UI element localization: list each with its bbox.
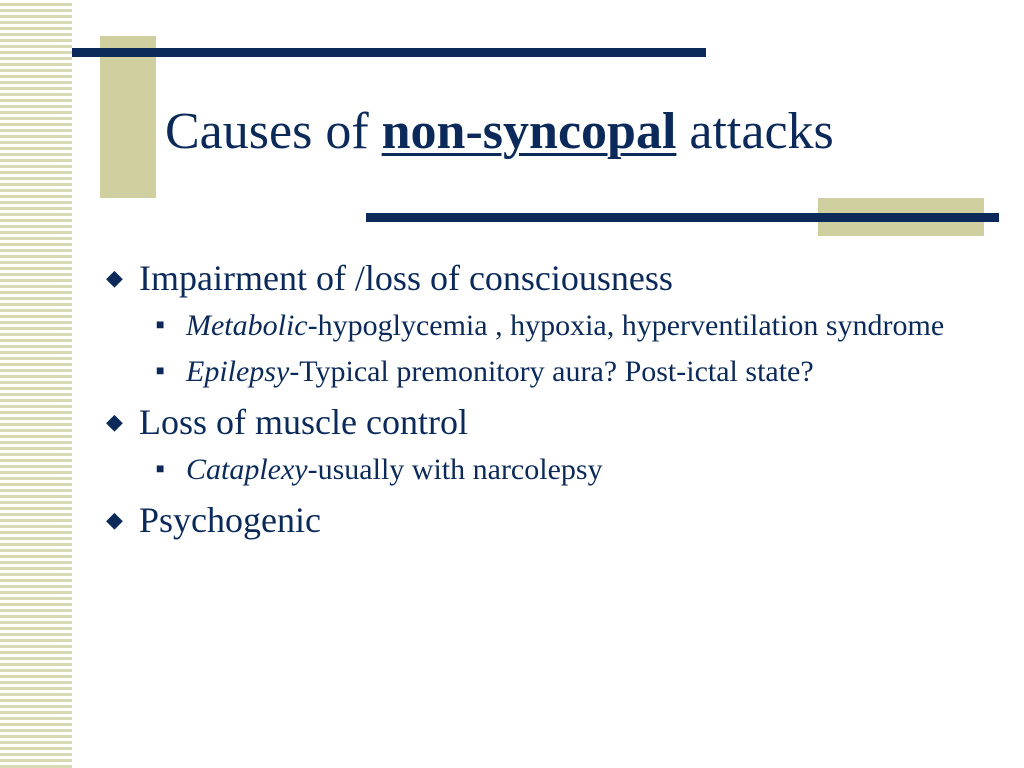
bullet-text: Loss of muscle control: [139, 402, 468, 442]
bullet-item: [104, 400, 1004, 444]
sub-bullet-item: [104, 308, 1004, 344]
sub-bullet-text: -hypoglycemia , hypoxia, hyperventilation syndrome: [307, 309, 945, 342]
sub-bullet-item: [104, 354, 1004, 390]
title-prefix: Causes of: [165, 103, 382, 160]
sub-bullet-term: Metabolic: [186, 309, 308, 342]
bullet-list: [104, 256, 1004, 550]
diamond-bullet-icon: ◆: [106, 409, 123, 434]
square-bullet-icon: ■: [156, 462, 165, 477]
bullet-item: [104, 498, 1004, 542]
sub-bullet-item: [104, 452, 1004, 488]
sub-bullet-text: -Typical premonitory aura? Post-ictal state?: [289, 355, 814, 388]
square-bullet-icon: ■: [156, 318, 165, 333]
bullet-item: [104, 256, 1004, 300]
sub-bullet-term: Epilepsy: [186, 355, 290, 388]
striped-side-band: [0, 0, 72, 768]
sub-bullet-term: Cataplexy: [186, 453, 308, 486]
title-suffix: attacks: [676, 103, 834, 160]
sub-bullet-text: -usually with narcolepsy: [307, 453, 603, 486]
bullet-text: Impairment of /loss of consciousness: [139, 258, 673, 298]
bullet-text: Psychogenic: [139, 500, 321, 540]
diamond-bullet-icon: ◆: [106, 507, 123, 532]
title-emphasis: non-syncopal: [381, 103, 677, 160]
diamond-bullet-icon: ◆: [106, 265, 123, 290]
square-bullet-icon: ■: [156, 364, 165, 379]
title-rule-top: [72, 48, 706, 57]
title-rule-bottom: [366, 213, 999, 222]
slide-title: [165, 100, 834, 164]
accent-block-top: [100, 36, 156, 198]
